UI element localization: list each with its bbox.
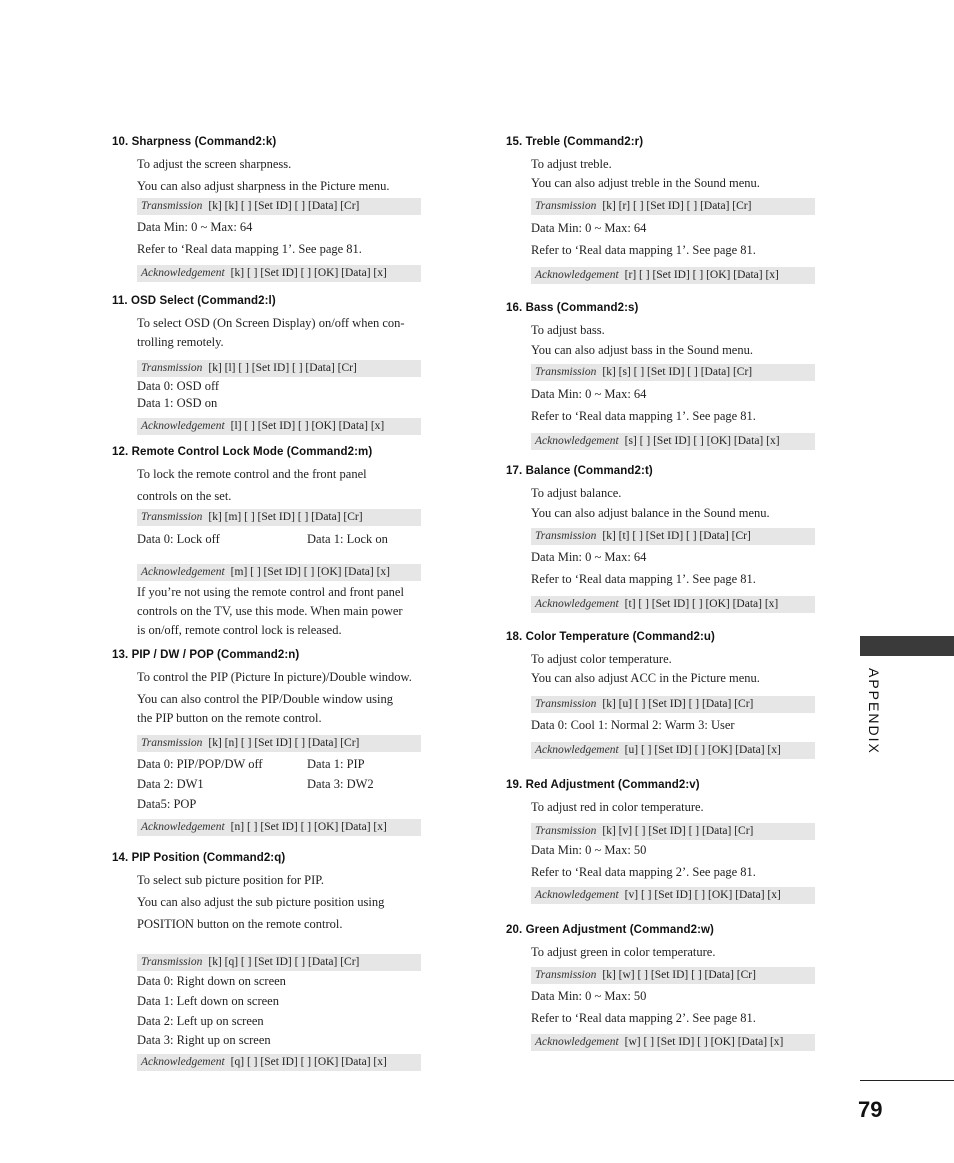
acknowledgement-format (531, 433, 815, 450)
format-code: [w] [ ] [Set ID] [ ] [OK] [Data] [x] (624, 1036, 784, 1048)
format-label: Acknowledgement (535, 435, 619, 447)
format-label: Transmission (141, 362, 203, 374)
body-text: To adjust color temperature. (531, 652, 672, 666)
format-code: [t] [ ] [Set ID] [ ] [OK] [Data] [x] (624, 598, 779, 610)
transmission-format (531, 696, 815, 713)
body-text: Data 0: Right down on screen (137, 974, 286, 988)
body-text: the PIP button on the remote control. (137, 711, 322, 725)
format-code: [v] [ ] [Set ID] [ ] [OK] [Data] [x] (624, 889, 781, 901)
footer-rule (860, 1080, 954, 1081)
format-code: [k] [q] [ ] [Set ID] [ ] [Data] [Cr] (208, 956, 360, 968)
body-text: Data5: POP (137, 797, 197, 811)
section-heading: 10. Sharpness (Command2:k) (112, 136, 277, 148)
body-text: To control the PIP (Picture In picture)/Double window. (137, 670, 412, 684)
format-label: Acknowledgement (141, 821, 225, 833)
section-tab-label: APPENDIX (866, 668, 882, 755)
body-text: To adjust bass. (531, 323, 605, 337)
format-code: [k] [v] [ ] [Set ID] [ ] [Data] [Cr] (602, 825, 754, 837)
format-label: Transmission (141, 511, 203, 523)
page-number: 79 (858, 1097, 883, 1122)
transmission-format (137, 509, 421, 526)
format-label: Acknowledgement (535, 269, 619, 281)
section-tab-bar (860, 636, 954, 656)
body-text: Data Min: 0 ~ Max: 64 (531, 221, 647, 235)
acknowledgement-format (531, 1034, 815, 1051)
transmission-format (531, 823, 815, 840)
format-label: Acknowledgement (535, 1036, 619, 1048)
body-text: controls on the TV, use this mode. When main power (137, 604, 403, 618)
format-label: Acknowledgement (141, 267, 225, 279)
format-label: Transmission (535, 200, 597, 212)
section-heading: 20. Green Adjustment (Command2:w) (506, 924, 714, 936)
body-text: If you’re not using the remote control and front panel (137, 585, 404, 599)
format-label: Transmission (141, 200, 203, 212)
format-label: Transmission (535, 969, 597, 981)
body-text: Data 2: Left up on screen (137, 1014, 264, 1028)
section-heading: 18. Color Temperature (Command2:u) (506, 631, 715, 643)
body-text: You can also adjust balance in the Sound menu. (531, 506, 770, 520)
body-text: Data Min: 0 ~ Max: 50 (531, 989, 647, 1003)
body-text: Data 0: Lock off (137, 532, 220, 546)
transmission-format (137, 735, 421, 752)
format-label: Acknowledgement (141, 420, 225, 432)
body-text: POSITION button on the remote control. (137, 917, 343, 931)
acknowledgement-format (137, 1054, 421, 1071)
body-text: Data 0: PIP/POP/DW off (137, 757, 263, 771)
body-text: Data Min: 0 ~ Max: 64 (137, 220, 253, 234)
body-text: Data 3: DW2 (307, 777, 374, 791)
format-code: [k] [n] [ ] [Set ID] [ ] [Data] [Cr] (208, 737, 360, 749)
format-code: [k] [t] [ ] [Set ID] [ ] [Data] [Cr] (602, 530, 751, 542)
body-text: Data 1: Lock on (307, 532, 388, 546)
format-label: Acknowledgement (141, 566, 225, 578)
body-text: Refer to ‘Real data mapping 2’. See page 81. (531, 1011, 756, 1025)
body-text: You can also control the PIP/Double window using (137, 692, 394, 706)
format-label: Transmission (535, 825, 597, 837)
section-heading: 17. Balance (Command2:t) (506, 465, 653, 477)
body-text: Data Min: 0 ~ Max: 64 (531, 550, 647, 564)
body-text: Data Min: 0 ~ Max: 64 (531, 387, 647, 401)
body-text: You can also adjust sharpness in the Picture menu. (137, 179, 390, 193)
transmission-format (531, 967, 815, 984)
body-text: To adjust the screen sharpness. (137, 157, 292, 171)
body-text: trolling remotely. (137, 335, 224, 349)
body-text: You can also adjust the sub picture position using (137, 895, 385, 909)
section-heading: 14. PIP Position (Command2:q) (112, 852, 286, 864)
acknowledgement-format (531, 596, 815, 613)
section-heading: 11. OSD Select (Command2:l) (112, 295, 276, 307)
acknowledgement-format (137, 819, 421, 836)
body-text: To select sub picture position for PIP. (137, 873, 324, 887)
acknowledgement-format (531, 267, 815, 284)
acknowledgement-format (137, 418, 421, 435)
body-text: To adjust red in color temperature. (531, 800, 704, 814)
body-text: You can also adjust bass in the Sound menu. (531, 343, 753, 357)
format-label: Transmission (535, 698, 597, 710)
format-label: Transmission (535, 366, 597, 378)
body-text: is on/off, remote control lock is released. (137, 623, 342, 637)
format-label: Acknowledgement (535, 889, 619, 901)
transmission-format (531, 364, 815, 381)
format-code: [k] [m] [ ] [Set ID] [ ] [Data] [Cr] (208, 511, 363, 523)
transmission-format (531, 198, 815, 215)
format-label: Transmission (141, 956, 203, 968)
transmission-format (531, 528, 815, 545)
acknowledgement-format (531, 742, 815, 759)
section-heading: 15. Treble (Command2:r) (506, 136, 644, 148)
section-heading: 12. Remote Control Lock Mode (Command2:m) (112, 446, 373, 458)
format-code: [m] [ ] [Set ID] [ ] [OK] [Data] [x] (230, 566, 391, 578)
transmission-format (137, 360, 421, 377)
format-code: [s] [ ] [Set ID] [ ] [OK] [Data] [x] (624, 435, 780, 447)
body-text: To adjust green in color temperature. (531, 945, 716, 959)
body-text: Refer to ‘Real data mapping 1’. See page 81. (531, 572, 756, 586)
format-code: [r] [ ] [Set ID] [ ] [OK] [Data] [x] (624, 269, 779, 281)
body-text: Data 1: Left down on screen (137, 994, 279, 1008)
body-text: Data 0: Cool 1: Normal 2: Warm 3: User (531, 718, 735, 732)
body-text: To lock the remote control and the front panel (137, 467, 367, 481)
body-text: Data 1: OSD on (137, 396, 218, 410)
format-code: [u] [ ] [Set ID] [ ] [OK] [Data] [x] (624, 744, 781, 756)
format-code: [k] [w] [ ] [Set ID] [ ] [Data] [Cr] (602, 969, 756, 981)
body-text: Data 1: PIP (307, 757, 365, 771)
format-code: [q] [ ] [Set ID] [ ] [OK] [Data] [x] (230, 1056, 387, 1068)
body-text: controls on the set. (137, 489, 232, 503)
format-code: [k] [s] [ ] [Set ID] [ ] [Data] [Cr] (602, 366, 753, 378)
format-label: Acknowledgement (141, 1056, 225, 1068)
body-text: Refer to ‘Real data mapping 1’. See page 81. (531, 409, 756, 423)
format-code: [n] [ ] [Set ID] [ ] [OK] [Data] [x] (230, 821, 387, 833)
body-text: Data 0: OSD off (137, 379, 220, 393)
body-text: Data 3: Right up on screen (137, 1033, 271, 1047)
body-text: To adjust balance. (531, 486, 622, 500)
format-code: [k] [ ] [Set ID] [ ] [OK] [Data] [x] (230, 267, 387, 279)
body-text: You can also adjust treble in the Sound menu. (531, 176, 760, 190)
body-text: To select OSD (On Screen Display) on/off when con- (137, 316, 405, 330)
body-text: Refer to ‘Real data mapping 2’. See page 81. (531, 865, 756, 879)
format-label: Acknowledgement (535, 744, 619, 756)
section-heading: 13. PIP / DW / POP (Command2:n) (112, 649, 300, 661)
format-code: [k] [r] [ ] [Set ID] [ ] [Data] [Cr] (602, 200, 752, 212)
body-text: To adjust treble. (531, 157, 612, 171)
format-code: [k] [l] [ ] [Set ID] [ ] [Data] [Cr] (208, 362, 357, 374)
format-code: [k] [k] [ ] [Set ID] [ ] [Data] [Cr] (208, 200, 360, 212)
format-code: [l] [ ] [Set ID] [ ] [OK] [Data] [x] (230, 420, 385, 432)
acknowledgement-format (531, 887, 815, 904)
format-label: Transmission (535, 530, 597, 542)
format-label: Acknowledgement (535, 598, 619, 610)
body-text: Refer to ‘Real data mapping 1’. See page 81. (137, 242, 362, 256)
body-text: Refer to ‘Real data mapping 1’. See page 81. (531, 243, 756, 257)
acknowledgement-format (137, 265, 421, 282)
transmission-format (137, 198, 421, 215)
section-heading: 19. Red Adjustment (Command2:v) (506, 779, 700, 791)
body-text: Data Min: 0 ~ Max: 50 (531, 843, 647, 857)
transmission-format (137, 954, 421, 971)
body-text: Data 2: DW1 (137, 777, 204, 791)
acknowledgement-format (137, 564, 421, 581)
section-heading: 16. Bass (Command2:s) (506, 302, 639, 314)
format-label: Transmission (141, 737, 203, 749)
format-code: [k] [u] [ ] [Set ID] [ ] [Data] [Cr] (602, 698, 754, 710)
body-text: You can also adjust ACC in the Picture menu. (531, 671, 760, 685)
